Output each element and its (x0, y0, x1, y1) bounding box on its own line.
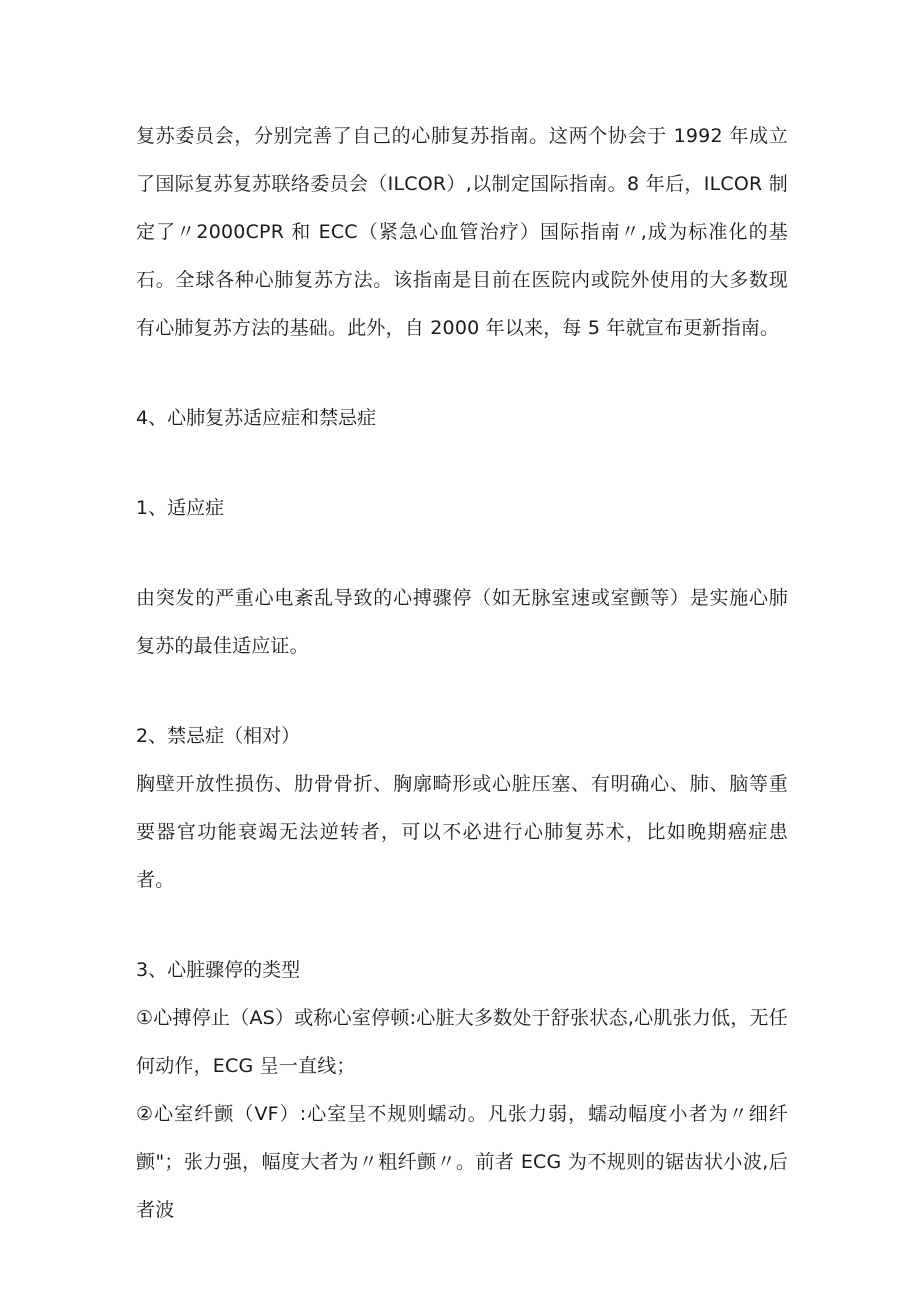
indications-paragraph: 由突发的严重心电紊乱导致的心搏骤停（如无脉室速或室颤等）是实施心肺复苏的最佳适应证。 (136, 587, 788, 657)
arrest-type-ventricular-fibrillation: ②心室纤颤（VF）:心室呈不规则蠕动。凡张力弱，蠕动幅度小者为〃细纤颤"；张力强，幅度大者为〃粗纤颤〃。前者 ECG 为不规则的锯齿状小波,后者波 (136, 1103, 788, 1221)
arrest-type-asystole: ①心搏停止（AS）或称心室停顿:心脏大多数处于舒张状态,心肌张力低，无任何动作，ECG 呈一直线； (136, 1007, 788, 1077)
intro-paragraph: 复苏委员会，分别完善了自己的心肺复苏指南。这两个协会于 1992 年成立了国际复苏复苏联络委员会（ILCOR）,以制定国际指南。8 年后，ILCOR 制定了〃2000CPR 和 ECC（紧急心血管治疗）国际指南〃,成为标准化的基石。全球各种心肺复苏方法。该指南是目前在医院内或院外使用的大多数现有心肺复苏方法的基础。此外，自 2000 年以来，每 5 年就宣布更新指南。 (136, 125, 788, 339)
section-heading-indications-contraindications: 4、心肺复苏适应症和禁忌症 (136, 407, 377, 429)
subheading-arrest-types: 3、心脏骤停的类型 (136, 959, 301, 981)
subheading-contraindications: 2、禁忌症（相对） (136, 725, 301, 747)
subheading-indications: 1、适应症 (136, 497, 225, 519)
document-page (136, 112, 788, 1234)
contraindications-paragraph: 胸壁开放性损伤、肋骨骨折、胸廓畸形或心脏压塞、有明确心、肺、脑等重要器官功能衰竭无法逆转者，可以不必进行心肺复苏术，比如晚期癌症患者。 (136, 773, 788, 891)
